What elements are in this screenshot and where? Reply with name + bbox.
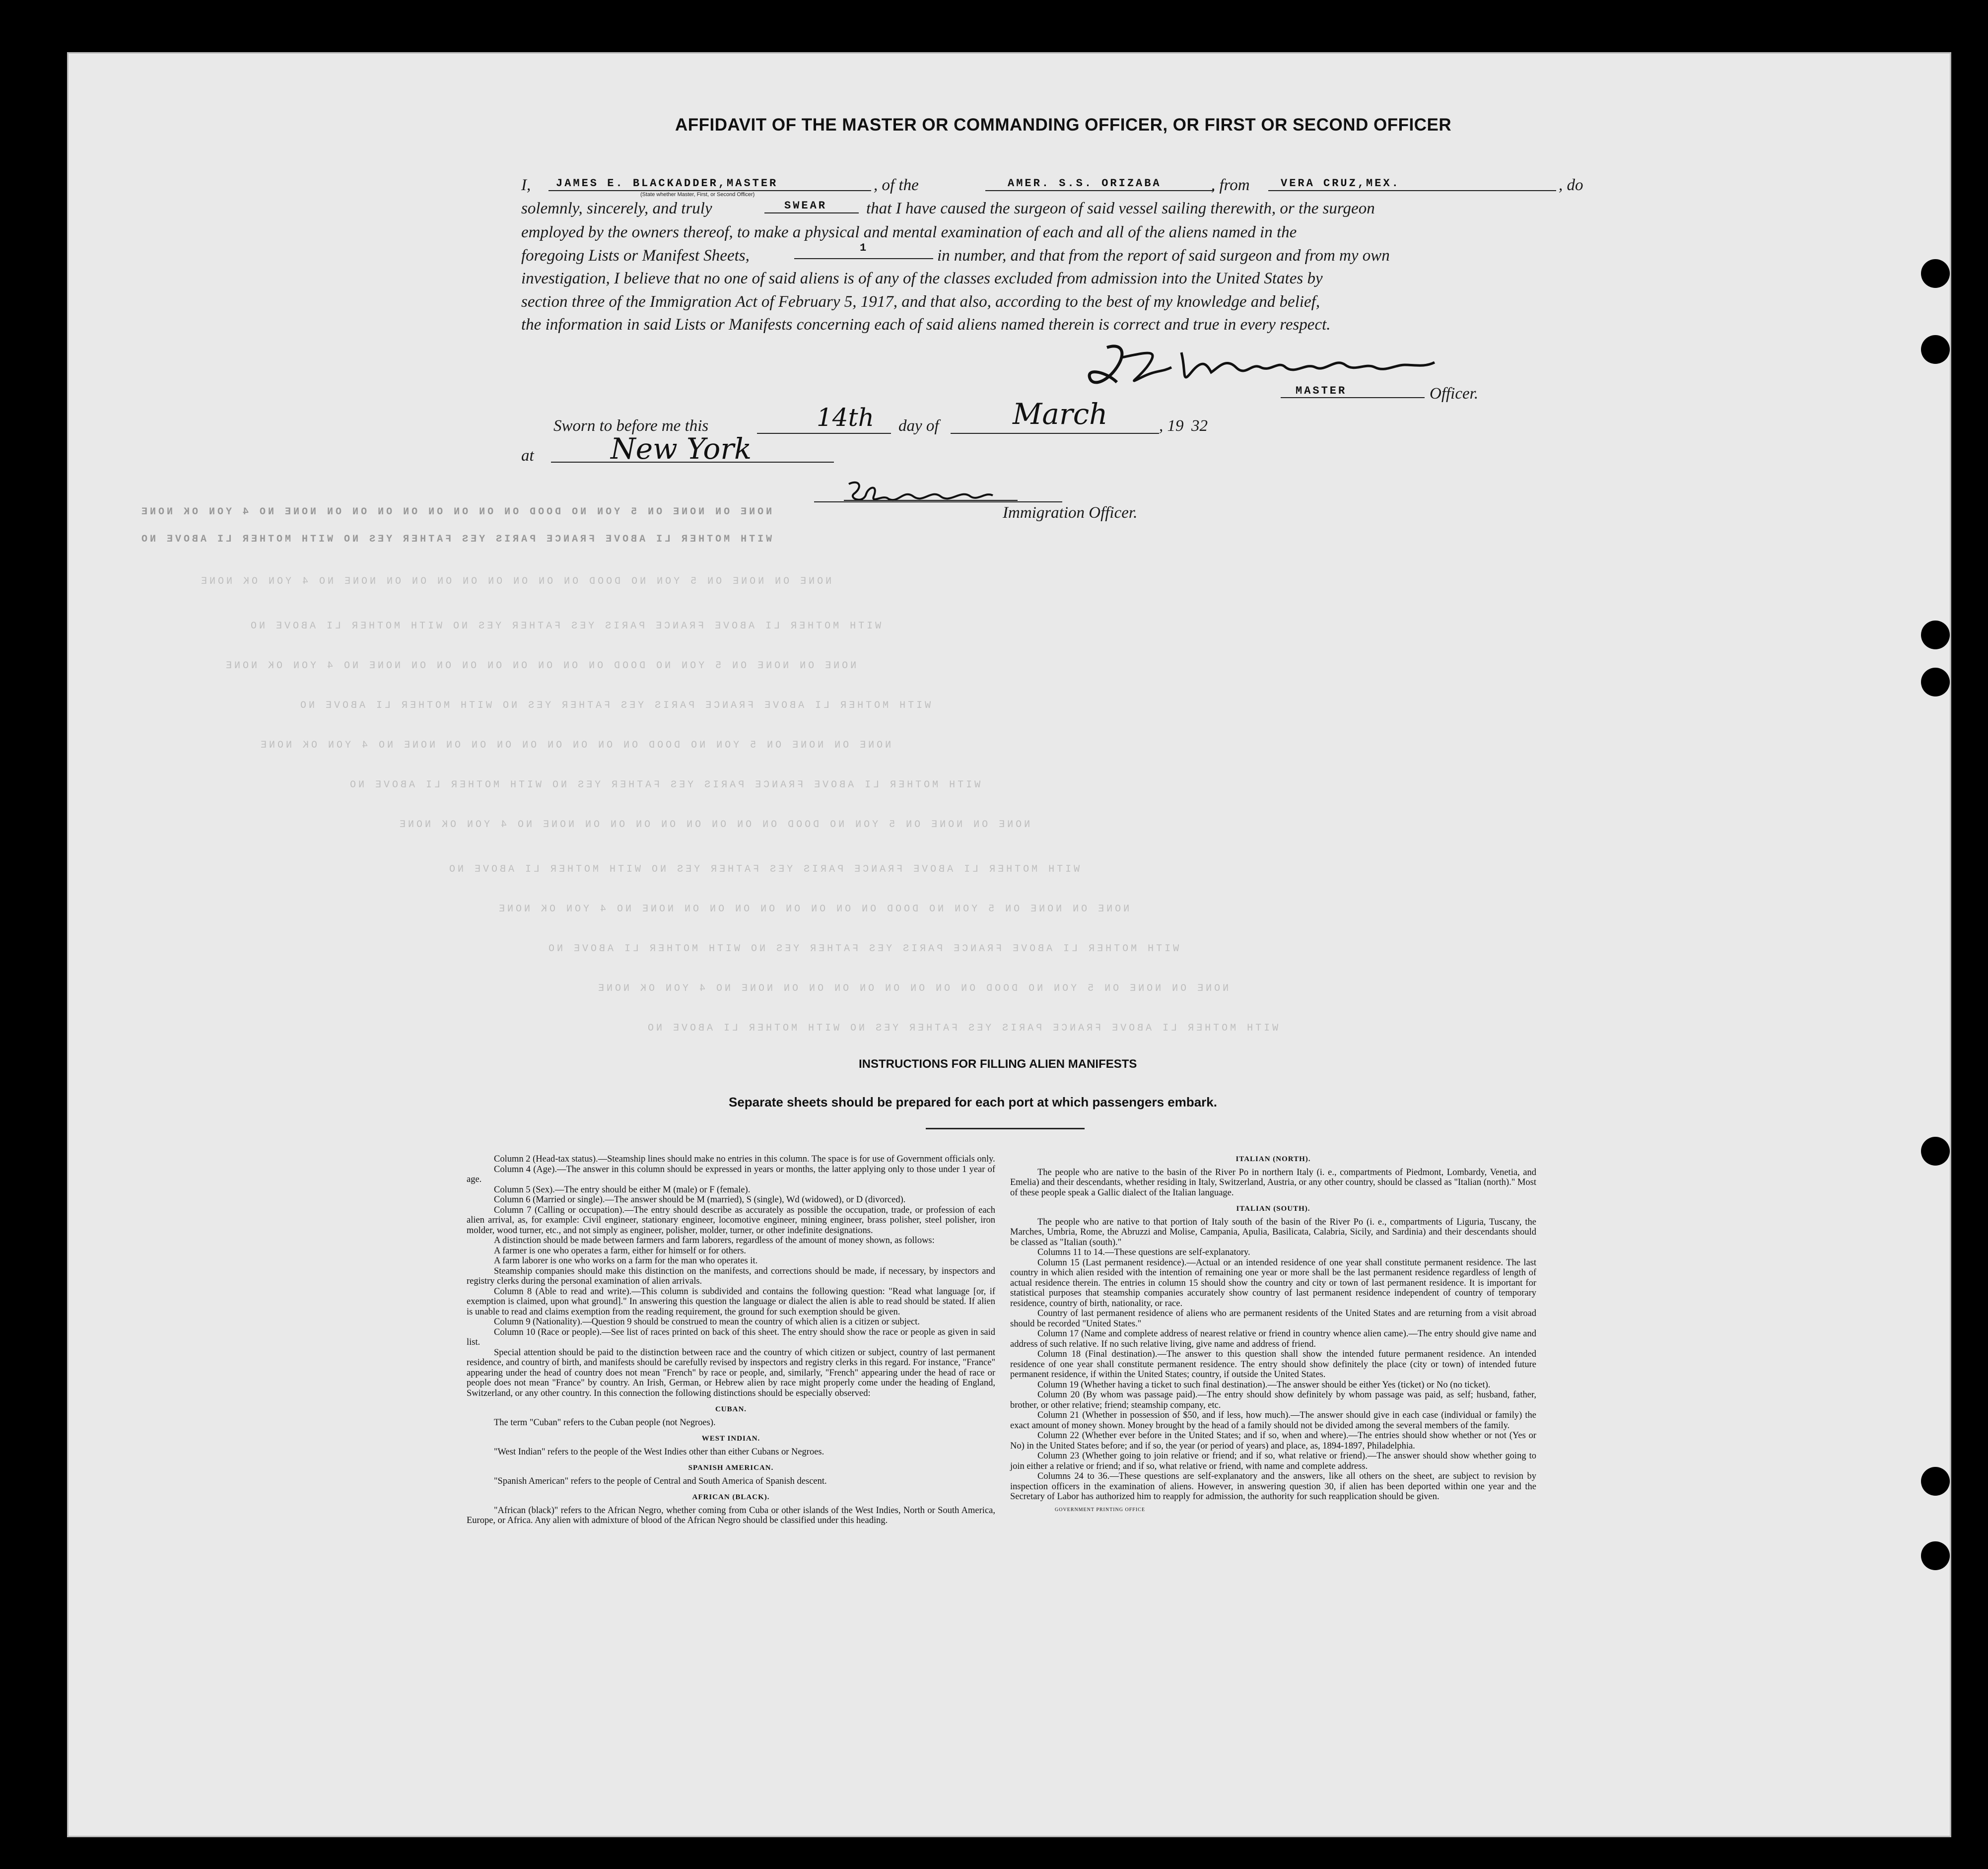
signature-line	[1281, 397, 1425, 398]
vessel-name: AMER. S.S. ORIZABA	[1008, 177, 1162, 190]
oath-line	[764, 212, 859, 213]
instruction-paragraph: Column 18 (Final destination).—The answer to this question shall show the intended future permanent residence. An intended residence of one year shall constitute permanent residence. The entry should show definitely the place (city or town) of intended future permanent residence, if within the United States; country, if outside the United States.	[1010, 1349, 1536, 1380]
bleed-through-row: NONE ON NONE ON 5 YON NO DOOD ON ON ON ON ON ON ON ON NONE NO 4 YON OK NONE	[223, 660, 857, 672]
affidavit-line-1: I,	[521, 176, 531, 194]
affidavit-title: AFFIDAVIT OF THE MASTER OR COMMANDING OFFICER, OR FIRST OR SECOND OFFICER	[675, 115, 1452, 135]
instructions-right-column	[1010, 1154, 1536, 1515]
instruction-paragraph: Columns 24 to 36.—These questions are self-explanatory and the answers, like all others on the sheet, are subject to revision by inspection officers in the examination of aliens. However, in answering question 30, if alien has been deported within one year and the Secretary of Labor has authorized him to reapply for admission, the authority for such reapplication should be given.	[1010, 1471, 1536, 1502]
bleed-through-row: WITH MOTHER LI ABOVE FRANCE PARIS YES FATHER YES NO WITH MOTHER LI ABOVE NO	[347, 779, 981, 791]
sworn-place-line	[551, 462, 834, 463]
binder-hole	[1921, 1467, 1950, 1496]
bleed-through-row: WITH MOTHER LI ABOVE FRANCE PARIS YES FATHER YES NO WITH MOTHER LI ABOVE NO	[248, 621, 882, 632]
bleed-through-row: WITH MOTHER LI ABOVE FRANCE PARIS YES FATHER YES NO WITH MOTHER LI ABOVE NO	[298, 700, 931, 711]
binder-hole	[1921, 335, 1950, 364]
bleed-through-row: WITH MOTHER LI ABOVE FRANCE PARIS YES FATHER YES NO WITH MOTHER LI ABOVE NO	[139, 534, 772, 545]
bleed-through-row: NONE ON NONE ON 5 YON NO DOOD ON ON ON ON ON ON ON ON NONE NO 4 YON OK NONE	[139, 506, 772, 518]
affidavit-line-2b: that I have caused the surgeon of said vessel sailing therewith, or the surgeon	[866, 200, 1375, 217]
binder-hole	[1921, 1541, 1950, 1570]
master-name: JAMES E. BLACKADDER,MASTER	[556, 177, 778, 190]
instruction-paragraph: Column 7 (Calling or occupation).—The entry should describe as accurately as possible the occupation, trade, or profession of each alien arrival, as, for example: Civil engineer, stationary engineer, locomotive engineer, mining engineer, brass polisher, steel polisher, iron molder, wood turner, etc., and not simply as engineer, polisher, molder, turner, or other indefinite designations.	[467, 1205, 995, 1236]
do-label: , do	[1559, 176, 1583, 194]
vessel-line	[985, 190, 1214, 191]
instructions-subtitle: Separate sheets should be prepared for each port at which passengers embark.	[729, 1095, 1217, 1109]
instruction-paragraph: Column 8 (Able to read and write).—This column is subdivided and contains the following question: "Read what language [or, if exemption is claimed, upon what ground]." In answering this question the language or dialect the alien is able to read should be stated. If alien is unable to read and claims exemption from the reading requirement, the ground for such exemption should be given.	[467, 1286, 995, 1317]
section-heading: CUBAN.	[715, 1405, 747, 1413]
binder-hole	[1921, 621, 1950, 649]
bleed-through-row: WITH MOTHER LI ABOVE FRANCE PARIS YES FATHER YES NO WITH MOTHER LI ABOVE NO	[645, 1023, 1279, 1034]
instruction-paragraph: Column 9 (Nationality).—Question 9 should be construed to mean the country of which alien is a citizen or subject.	[494, 1317, 920, 1327]
section-heading: ITALIAN (NORTH).	[1235, 1155, 1311, 1163]
sworn-month: March	[1013, 397, 1108, 431]
sheet-count: 1	[860, 242, 869, 254]
immigration-officer-label: Immigration Officer.	[1003, 504, 1138, 522]
bleed-through-row: WITH MOTHER LI ABOVE FRANCE PARIS YES FATHER YES NO WITH MOTHER LI ABOVE NO	[447, 864, 1080, 875]
affidavit-line-4b: in number, and that from the report of said surgeon and from my own	[937, 247, 1390, 265]
instruction-paragraph: Column 5 (Sex).—The entry should be either M (male) or F (female).	[494, 1184, 751, 1195]
sworn-place: New York	[611, 432, 752, 466]
instruction-paragraph: A farmer is one who operates a farm, either for himself or for others.	[494, 1246, 747, 1256]
section-heading: WEST INDIAN.	[701, 1435, 760, 1443]
affidavit-line-3: employed by the owners thereof, to make a physical and mental examination of each and all of the aliens named in the	[521, 223, 1297, 241]
port-line	[1268, 190, 1556, 191]
instruction-paragraph: Column 17 (Name and complete address of nearest relative or friend in country whence alien came).—The entry should give name and address of such relative. If no such relative living, give name and address of friend.	[1010, 1329, 1536, 1349]
affidavit-line-4: foregoing Lists or Manifest Sheets,	[521, 247, 750, 265]
instruction-paragraph: Column 19 (Whether having a ticket to such final destination).—The answer should be either Yes (ticket) or No (no ticket).	[1037, 1380, 1491, 1390]
sworn-day-line	[757, 433, 891, 434]
section-heading: ITALIAN (SOUTH).	[1236, 1205, 1310, 1213]
binder-hole	[1921, 259, 1950, 288]
instruction-paragraph: Country of last permanent residence of aliens who are permanent residents of the United States and are returning from a visit abroad should be recorded "United States."	[1010, 1309, 1536, 1329]
affidavit-line-7: the information in said Lists or Manifests concerning each of said aliens named therein is correct and true in every respect.	[521, 316, 1331, 334]
instruction-paragraph: Column 6 (Married or single).—The answer should be M (married), S (single), Wd (widowed), or D (divorced).	[494, 1195, 906, 1205]
instruction-paragraph: Columns 11 to 14.—These questions are self-explanatory.	[1037, 1247, 1250, 1257]
oath-word: SWEAR	[784, 200, 827, 212]
sheet-count-line	[794, 258, 933, 259]
instruction-paragraph: Column 2 (Head-tax status).—Steamship lines should make no entries in this column. The space is for use of Government officials only.	[494, 1154, 995, 1164]
instruction-paragraph: Column 21 (Whether in possession of $50, and if less, how much).—The answer should give in each case (individual or family) the exact amount of money shown. Money brought by the head of a family should not be divided among the several members of the family.	[1010, 1410, 1536, 1431]
signature-officer: Officer.	[1430, 385, 1479, 403]
instruction-paragraph: Column 10 (Race or people).—See list of races printed on back of this sheet. The entry should show the race or people as given in said list.	[467, 1327, 995, 1347]
instructions-rule	[926, 1128, 1085, 1129]
instruction-paragraph: Column 22 (Whether ever before in the United States; and if so, when and where).—The entries should show whether or not (Yes or No) in the United States before; and if so, the year (or period of years) and place, as, 1894-1897, Philadelphia.	[1010, 1431, 1536, 1451]
instruction-paragraph: Column 23 (Whether going to join relative or friend; and if so, what relative or friend).—The answer should show whether going to join either a relative or friend; and if so, what relative or friend, with name and complete address.	[1010, 1451, 1536, 1471]
state-note: (State whether Master, First, or Second Officer)	[640, 192, 755, 198]
instruction-paragraph: Steamship companies should make this distinction on the manifests, and corrections should be made, if necessary, by inspectors and registry clerks during the personal examination of alien arrivals.	[467, 1266, 995, 1286]
instruction-paragraph: The people who are native to the basin of the River Po in northern Italy (i. e., compartments of Piedmont, Lombardy, Venetia, and Emelia) and their descendants, whether residing in Italy, Switzerland, Austria, or any other country, should be classed as "Italian (north)." Most of these people speak a Gallic dialect of the Italian language.	[1010, 1167, 1536, 1198]
instruction-paragraph: Column 20 (By whom was passage paid).—The entry should show definitely by whom passage was paid, as self; husband, father, brother, or other relative; friend; steamship company, etc.	[1010, 1390, 1536, 1410]
instruction-paragraph: A farm laborer is one who works on a farm for the man who operates it.	[494, 1256, 758, 1266]
day-of-label: day of	[898, 417, 939, 435]
bleed-through-row: NONE ON NONE ON 5 YON NO DOOD ON ON ON ON ON ON ON ON NONE NO 4 YON OK NONE	[596, 983, 1229, 994]
bleed-through-row: NONE ON NONE ON 5 YON NO DOOD ON ON ON ON ON ON ON ON NONE NO 4 YON OK NONE	[397, 819, 1030, 831]
instructions-left-column	[467, 1154, 995, 1526]
affidavit-line-6: section three of the Immigration Act of February 5, 1917, and that also, according to the best of my knowledge and belief,	[521, 293, 1320, 311]
instruction-paragraph: "Spanish American" refers to the people of Central and South America of Spanish descent.	[494, 1476, 827, 1486]
section-heading: AFRICAN (BLACK).	[692, 1493, 770, 1501]
printer-imprint: GOVERNMENT PRINTING OFFICE	[1055, 1507, 1145, 1513]
year-prefix: , 19	[1159, 417, 1184, 435]
affidavit-line-2: solemnly, sincerely, and truly	[521, 200, 712, 217]
at-label: at	[521, 447, 534, 465]
sworn-day: 14th	[817, 403, 874, 432]
from-label: , from	[1211, 176, 1250, 194]
instruction-paragraph: The people who are native to that portion of Italy south of the basin of the River Po (i. e., compartments of Liguria, Tuscany, the Marches, Umbria, Rome, the Abruzzi and Molise, Campania, Apulia, Basilicata, Calabria, Sicily, and Sardinia) and their descendants should be classed as "Italian (south)."	[1010, 1217, 1536, 1247]
sworn-label: Sworn to before me this	[553, 417, 709, 435]
departure-port: VERA CRUZ,MEX.	[1281, 177, 1400, 190]
bleed-through-row: NONE ON NONE ON 5 YON NO DOOD ON ON ON ON ON ON ON ON NONE NO 4 YON OK NONE	[258, 740, 891, 751]
bleed-through-row: NONE ON NONE ON 5 YON NO DOOD ON ON ON ON ON ON ON ON NONE NO 4 YON OK NONE	[199, 576, 832, 587]
instructions-title: INSTRUCTIONS FOR FILLING ALIEN MANIFESTS	[859, 1057, 1137, 1071]
instruction-paragraph: A distinction should be made between farmers and farm laborers, regardless of the amount of money shown, as follows:	[494, 1236, 935, 1246]
instruction-paragraph: "African (black)" refers to the African Negro, whether coming from Cuba or other islands of the West Indies, North or South America, Europe, or Africa. Any alien with admixture of blood of the African Negro should be classified under this heading.	[467, 1505, 995, 1525]
master-signature	[1087, 338, 1464, 397]
of-the-label: , of the	[874, 176, 919, 194]
bleed-through-row: WITH MOTHER LI ABOVE FRANCE PARIS YES FATHER YES NO WITH MOTHER LI ABOVE NO	[546, 943, 1179, 955]
instruction-paragraph: "West Indian" refers to the people of the West Indies other than either Cubans or Negroes.	[494, 1447, 824, 1457]
binder-hole	[1921, 1137, 1950, 1166]
section-heading: SPANISH AMERICAN.	[688, 1464, 774, 1472]
immigration-officer-line	[814, 501, 1062, 502]
instruction-paragraph: Column 15 (Last permanent residence).—Actual or an intended residence of one year shall constitute permanent residence. The last country in which alien resided with the intention of remaining one year or more shall be the last permanent residence regardless of length of actual residence therein. The entries in column 15 should show the country and city or town of last permanent residence. It is important for statistical purposes that steamship companies accurately show country of last permanent residence independent of country of temporary residence, country of birth, nationality, or race.	[1010, 1257, 1536, 1309]
sworn-month-line	[951, 433, 1159, 434]
affidavit-line-5: investigation, I believe that no one of said aliens is of any of the classes excluded from admission into the United States by	[521, 270, 1323, 287]
signature-rank: MASTER	[1296, 385, 1347, 397]
instruction-paragraph: The term "Cuban" refers to the Cuban people (not Negroes).	[494, 1417, 716, 1428]
sworn-year: 32	[1191, 417, 1208, 435]
instruction-paragraph: Special attention should be paid to the distinction between race and the country of which citizen or subject, country of last permanent residence, and country of birth, and manifests should be carefully revised by inspectors and registry clerks in this regard. For instance, "France" appearing under the head of country does not mean "French" by race or people, and, similarly, "French" appearing under the head of race or people does not mean "France" by country. An Irish, German, or Hebrew alien by race might properly come under the heading of England, Switzerland, or any other country. In this connection the following distinctions should be especially observed:	[467, 1347, 995, 1398]
master-name-line	[548, 190, 871, 191]
instruction-paragraph: Column 4 (Age).—The answer in this column should be expressed in years or months, the latter applying only to those under 1 year of age.	[467, 1164, 995, 1184]
bleed-through-row: NONE ON NONE ON 5 YON NO DOOD ON ON ON ON ON ON ON ON NONE NO 4 YON OK NONE	[496, 903, 1130, 915]
binder-hole	[1921, 668, 1950, 696]
